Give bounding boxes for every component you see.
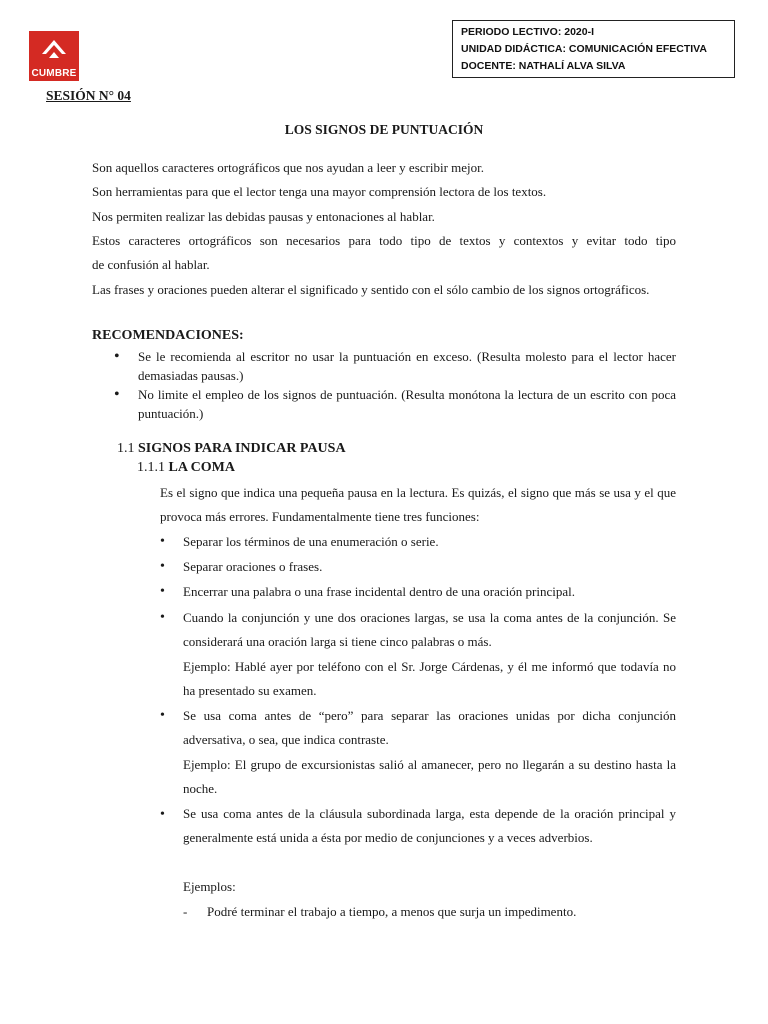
recommendation-item: No limite el empleo de los signos de puntuación. (Resulta monótona la lectura de un escrito con poca puntuación.) (138, 387, 676, 421)
example-item: Podré terminar el trabajo a tiempo, a menos que surja un impedimento. (207, 904, 577, 919)
mountain-icon (40, 38, 68, 62)
intro-line-1: Son aquellos caracteres ortográficos que nos ayudan a leer y escribir mejor. (92, 160, 485, 175)
intro-line-5: de confusión al hablar. (92, 257, 210, 272)
section-heading (117, 441, 346, 457)
coma-item: Cuando la conjunción y une dos oraciones largas, se usa la coma antes de la conjunción. Se considerará una oración larga si tiene cinco palabras o más. (183, 610, 676, 649)
example-text: Ejemplo: El grupo de excursionistas salió al amanecer, pero no llegarán a su destino hasta la noche. (183, 757, 676, 796)
page-title: LOS SIGNOS DE PUNTUACIÓN (284, 122, 484, 137)
coma-item: Se usa coma antes de “pero” para separar las oraciones unidas por dicha conjunción adversativa, o sea, que indica contraste. (183, 708, 676, 747)
coma-intro: Es el signo que indica una pequeña pausa en la lectura. Es quizás, el signo que más se usa y el que provoca más errores. Fundamentalmente tiene tres funciones: (160, 485, 676, 524)
cumbre-logo (29, 31, 79, 81)
subsection-number: 1.1.1 (137, 460, 165, 475)
bullet-icon: • (114, 348, 120, 365)
bullet-icon: • (160, 559, 165, 574)
examples-label: Ejemplos: (183, 879, 236, 894)
dash-marker: - (183, 904, 188, 919)
subsection-heading (137, 460, 235, 476)
course-info-box (452, 20, 735, 78)
recommendation-item: Se le recomienda al escritor no usar la puntuación en exceso. (Resulta molesto para el lector hacer demasiadas pausas.) (138, 349, 676, 383)
intro-line-2: Son herramientas para que el lector tenga una mayor comprensión lectora de los textos. (92, 184, 547, 199)
bullet-icon: • (160, 534, 165, 549)
coma-item: Encerrar una palabra o una frase incidental dentro de una oración principal. (183, 584, 575, 599)
recommendations-heading: RECOMENDACIONES: (92, 328, 244, 343)
intro-line-6: Las frases y oraciones pueden alterar el significado y sentido con el sólo cambio de los signos ortográficos. (92, 282, 650, 297)
session-number: SESIÓN N° 04 (46, 88, 131, 103)
bullet-icon: • (160, 807, 165, 822)
unit-label: UNIDAD DIDÁCTICA: COMUNICACIÓN EFECTIVA (461, 43, 707, 55)
coma-item: Separar los términos de una enumeración o serie. (183, 534, 439, 549)
example-text: Ejemplo: Hablé ayer por teléfono con el Sr. Jorge Cárdenas, y él me informó que todavía no ha presentado su examen. (183, 659, 676, 698)
period-label: PERIODO LECTIVO: 2020-I (461, 26, 595, 38)
teacher-label: DOCENTE: NATHALÍ ALVA SILVA (461, 60, 626, 72)
subsection-title: LA COMA (168, 460, 235, 475)
section-number: 1.1 (117, 441, 135, 456)
coma-item: Se usa coma antes de la cláusula subordinada larga, esta depende de la oración principal y generalmente está unida a ésta por medio de conjunciones y a veces adverbios. (183, 806, 676, 845)
bullet-icon: • (160, 610, 165, 625)
bullet-icon: • (160, 708, 165, 723)
logo-text: CUMBRE (31, 68, 77, 79)
intro-line-3: Nos permiten realizar las debidas pausas y entonaciones al hablar. (92, 209, 435, 224)
bullet-icon: • (114, 386, 120, 403)
section-title: SIGNOS PARA INDICAR PAUSA (138, 441, 346, 456)
bullet-icon: • (160, 584, 165, 599)
intro-line-4: Estos caracteres ortográficos son necesarios para todo tipo de textos y contextos y evitar todo tipo (92, 233, 676, 248)
coma-item: Separar oraciones o frases. (183, 559, 323, 574)
